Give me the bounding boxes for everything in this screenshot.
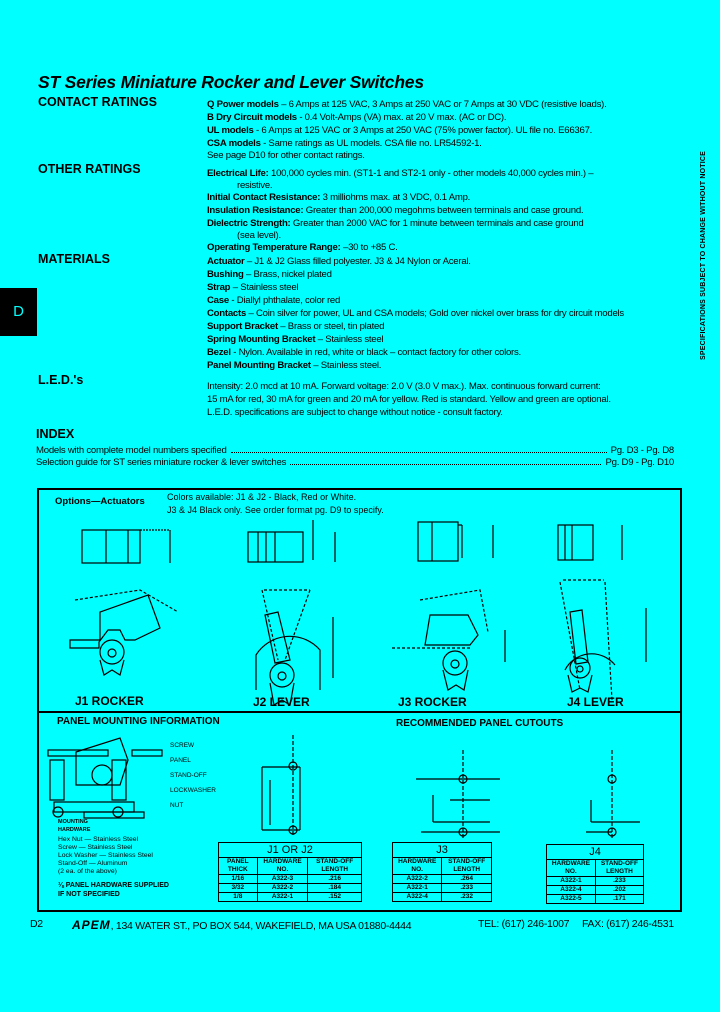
table-row: A322-1 .233 [547,877,644,886]
table-row: 1/8 A322-1 .152 [219,893,362,902]
line-label: CSA models [207,138,261,149]
table-j1-j2: J1 OR J2 PANEL THICK HARDWARE NO. STAND-OFF LENGTH 1/16 A322-3 .216 3/32 A322-2 .184 1/8 A322-1 .152 [218,842,362,902]
page-number: D2 [30,918,43,930]
line-text: –30 to +85 C. [340,242,398,253]
panel-mount-drawing [48,738,162,818]
line-text: See page D10 for other contact ratings. [207,150,365,161]
line-text: Greater than 200,000 megohms between terminals and case ground. [303,205,584,216]
line-label: UL models [207,125,254,136]
footer-fax: FAX: (617) 246-4531 [582,918,674,930]
j1-top-view [82,530,170,563]
mounting-hardware-title: MOUNTING HARDWARE [58,819,91,833]
footer-tel: TEL: (617) 246-1007 [478,918,570,930]
panel-callouts: SCREW PANEL STAND-OFF LOCKWASHER NUT [170,742,216,809]
line-label: Contacts [207,308,247,319]
table-row: A322-1 .233 [393,884,492,893]
j4-side-view [560,580,646,700]
leds-line: Intensity: 2.0 mcd at 10 mA. Forward voltage: 2.0 V (3.0 V max.). Max. continuous forward current: [207,381,601,392]
panel-cutouts-heading: RECOMMENDED PANEL CUTOUTS [396,718,564,729]
line-text: (sea level). [237,230,281,241]
line-label: Spring Mounting Bracket [207,334,316,345]
j3-side-view [392,590,505,690]
line-text: – Stainless steel [230,282,299,293]
caption-j2: J2 LEVER [253,695,310,709]
line-text: resistive. [237,180,273,191]
j2-side-view [256,590,333,705]
table-row: A322-2 .264 [393,875,492,884]
colors-line-1: Colors available: J1 & J2 - Black, Red or White. [167,492,357,502]
line-text: - Same ratings as UL models. CSA file no. LR54592-1. [260,138,482,149]
line-text: Greater than 2000 VAC for 1 minute between terminals and case ground [290,218,584,229]
leds-line: 15 mA for red, 30 mA for green and 20 mA for yellow. Red is standard. Yellow and green are optional. [207,394,611,405]
j1-side-view [70,590,178,675]
j3-top-view [313,520,493,561]
table-j3: J3 HARDWARE NO. STAND-OFF LENGTH A322-2 .264 A322-1 .233 A322-4 .232 [392,842,492,902]
line-label: Initial Contact Resistance: [207,192,321,203]
line-label: Electrical Life: [207,168,269,179]
line-label: Case [207,295,229,306]
j4-top-view [558,525,622,560]
caption-j4: J4 LEVER [567,695,624,709]
panel-cutout-j3 [416,750,500,838]
page-title: ST Series Miniature Rocker and Lever Switches [38,72,424,92]
table-row: 1/16 A322-3 .216 [219,875,362,884]
leds-line: L.E.D. specifications are subject to change without notice - consult factory. [207,407,503,418]
colors-line-2: J3 & J4 Black only. See order format pg. D9 to specify. [167,505,384,515]
caption-j1: J1 ROCKER [75,694,144,708]
index-heading: INDEX [36,427,75,441]
panel-cutout-j4 [586,750,640,840]
line-label: Panel Mounting Bracket [207,360,311,371]
table-row: A322-5 .171 [547,895,644,904]
panel-mounting-heading: PANEL MOUNTING INFORMATION [57,716,220,727]
j2-top-view [248,532,335,562]
caption-j3: J3 ROCKER [398,695,467,709]
index-item[interactable]: Models with complete model numbers specified Pg. D3 - Pg. D8 [36,445,674,456]
line-label: Bezel [207,347,231,358]
side-note: SPECIFICATIONS SUBJECT TO CHANGE WITHOUT NOTICE [700,150,707,360]
contact-ratings-heading: CONTACT RATINGS [38,95,157,109]
table-j4: J4 HARDWARE NO. STAND-OFF LENGTH A322-1 .233 A322-4 .202 A322-5 .171 [546,844,644,904]
line-label: B Dry Circuit models [207,112,297,123]
line-text: - Diallyl phthalate, color red [228,295,341,306]
line-label: Support Bracket [207,321,278,332]
line-text: - Nylon. Available in red, white or black – contact factory for other colors. [230,347,521,358]
line-text: – Brass, nickel plated [243,269,332,280]
line-text: – J1 & J2 Glass filled polyester. J3 & J4 Nylon or Aceral. [244,256,471,267]
line-label: Dielectric Strength: [207,218,291,229]
line-text: 3 milliohms max. at 3 VDC, 0.1 Amp. [320,192,471,203]
table-row: A322-4 .202 [547,886,644,895]
table-row: 3/32 A322-2 .184 [219,884,362,893]
other-ratings-heading: OTHER RATINGS [38,162,141,176]
line-text: – Stainless steel [315,334,384,345]
line-label: Operating Temperature Range: [207,242,341,253]
footer-address-block: APEM, 134 WATER ST., PO BOX 544, WAKEFIELD, MA USA 01880-4444 [72,918,412,932]
line-text: - 6 Amps at 125 VAC or 3 Amps at 250 VAC (75% power factor). UL file no. E66367. [253,125,593,136]
section-tab: D [0,288,37,336]
materials-heading: MATERIALS [38,252,110,266]
line-label: Actuator [207,256,245,267]
line-label: Bushing [207,269,244,280]
line-label: Insulation Resistance: [207,205,304,216]
line-label: Q Power models [207,99,279,110]
line-text: 100,000 cycles min. (ST1-1 and ST2-1 only - other models 40,000 cycles min.) – [268,168,594,179]
line-text: – Stainless steel. [310,360,382,371]
leds-heading: L.E.D.'s [38,373,84,387]
line-text: – 6 Amps at 125 VAC, 3 Amps at 250 VAC or 7 Amps at 30 VDC (resistive loads). [278,99,607,110]
line-text: – Brass or steel, tin plated [277,321,385,332]
hardware-note: ⅛ PANEL HARDWARE SUPPLIED IF NOT SPECIFIED [58,882,169,898]
options-heading: Options—Actuators [55,496,145,507]
table-row: A322-4 .232 [393,893,492,902]
line-text: - 0.4 Volt-Amps (VA) max. at 20 V max. (AC or DC). [296,112,507,123]
line-text: – Coin silver for power, UL and CSA models; Gold over nickel over brass for dry circuit models [246,308,624,319]
line-label: Strap [207,282,231,293]
apem-logo: APEM [72,918,111,932]
mounting-hardware-list: Hex Nut — Stainless Steel Screw — Stainless Steel Lock Washer — Stainless Steel Stand-Off — Aluminum (2 ea. of the above) [58,836,153,875]
panel-cutout-j12 [262,735,300,836]
index-item[interactable]: Selection guide for ST series miniature rocker & lever switches Pg. D9 - Pg. D10 [36,457,674,468]
